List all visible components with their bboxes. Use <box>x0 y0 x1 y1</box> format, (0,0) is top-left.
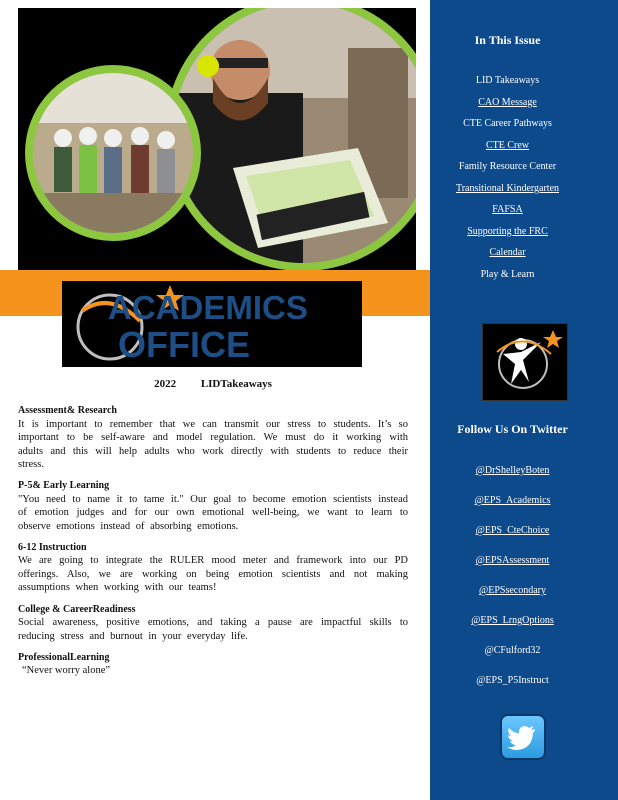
twitter-handle-link[interactable]: @CFulford32 <box>484 645 541 656</box>
nav-item-supporting-frc[interactable]: Supporting the FRC <box>467 225 548 237</box>
nav-item-cte-crew[interactable]: CTE Crew <box>485 139 530 151</box>
logo-top-word: ACADEMICS <box>108 289 308 326</box>
nav-item-fafsa[interactable]: FAFSA <box>492 204 523 215</box>
section-heading-p5: P-5& Early Learning <box>18 480 110 492</box>
section-heading-professional-learning: ProfessionalLearning <box>18 651 110 663</box>
logo-graphic <box>62 281 362 367</box>
figure-star-icon <box>483 324 567 400</box>
nav-item-cao-message[interactable]: CAO Message <box>478 96 537 108</box>
headline-year: 2022 <box>154 378 177 390</box>
section-body-professional-learning: “Never worry alone” <box>22 665 111 677</box>
academics-office-logo <box>62 281 362 367</box>
logo-bottom-word: OFFICE <box>118 324 250 365</box>
nav-item-cte-career-pathways[interactable]: CTE Career Pathways <box>463 118 552 129</box>
section-body-college-career: Social awareness, positive emotions, and taking a pause are impactful skills to reducing stress and burnout in your everyday life. <box>18 617 408 642</box>
section-body-p5: "You need to name it to tame it." Our goal to become emotion scientists instead of emotion judges and for our own emotional well-being, we want to learn to observe emotions instead of absorbing emotions. <box>18 493 408 532</box>
issue-nav <box>430 70 585 285</box>
sidebar <box>430 0 618 800</box>
article-content <box>18 378 408 678</box>
sidebar-title: In This Issue <box>474 33 541 47</box>
twitter-handle-link[interactable]: @EPS_Academics <box>474 495 551 506</box>
nav-item-play-learn[interactable]: Play & Learn <box>480 268 535 280</box>
section-body-6-12: We are going to integrate the RULER mood meter and framework into our PD offerings. Also, we are working on being emotion scientists and not making assumptions when working with our teams! <box>18 555 408 594</box>
follow-title: Follow Us On Twitter <box>457 422 568 436</box>
headline-title: LIDTakeaways <box>200 378 272 390</box>
article-headline <box>18 378 408 391</box>
header-photo-collage <box>18 8 416 270</box>
twitter-handle-link[interactable]: @DrShelleyBoten <box>475 465 550 476</box>
section-heading-6-12: 6-12 Instruction <box>18 542 87 554</box>
section-body-assessment: It is important to remember that we can transmit our stress to students. It’s so important to be self-aware and model regulation. We must do it working with adults and this will help adults who work directly with students to reduce their stress. <box>18 418 408 471</box>
section-heading-college-career: College & CareerReadiness <box>18 603 136 615</box>
nav-item-calendar[interactable]: Calendar <box>489 247 526 258</box>
nav-item-transitional-kindergarten[interactable]: Transitional Kindergarten <box>455 182 560 194</box>
nav-item-family-resource-center[interactable]: Family Resource Center <box>458 161 557 172</box>
twitter-handle-link[interactable]: @EPS_CteChoice <box>475 525 550 536</box>
twitter-handles <box>430 456 595 696</box>
twitter-handle-link[interactable]: @EPSAssessment <box>475 555 550 566</box>
section-heading-assessment: Assessment& Research <box>18 405 117 417</box>
twitter-bird-icon <box>502 716 544 758</box>
twitter-handle-link[interactable]: @EPS_LrngOptions <box>471 615 554 626</box>
twitter-handle-link[interactable]: @EPSsecondary <box>479 585 546 596</box>
twitter-handle-link[interactable]: @EPS_P5Instruct <box>476 675 549 686</box>
twitter-button[interactable] <box>500 714 546 760</box>
nav-item-lid-takeaways[interactable]: LID Takeaways <box>475 75 540 86</box>
photo-collage-graphic <box>18 8 416 270</box>
sidebar-logo-icon <box>482 323 568 401</box>
